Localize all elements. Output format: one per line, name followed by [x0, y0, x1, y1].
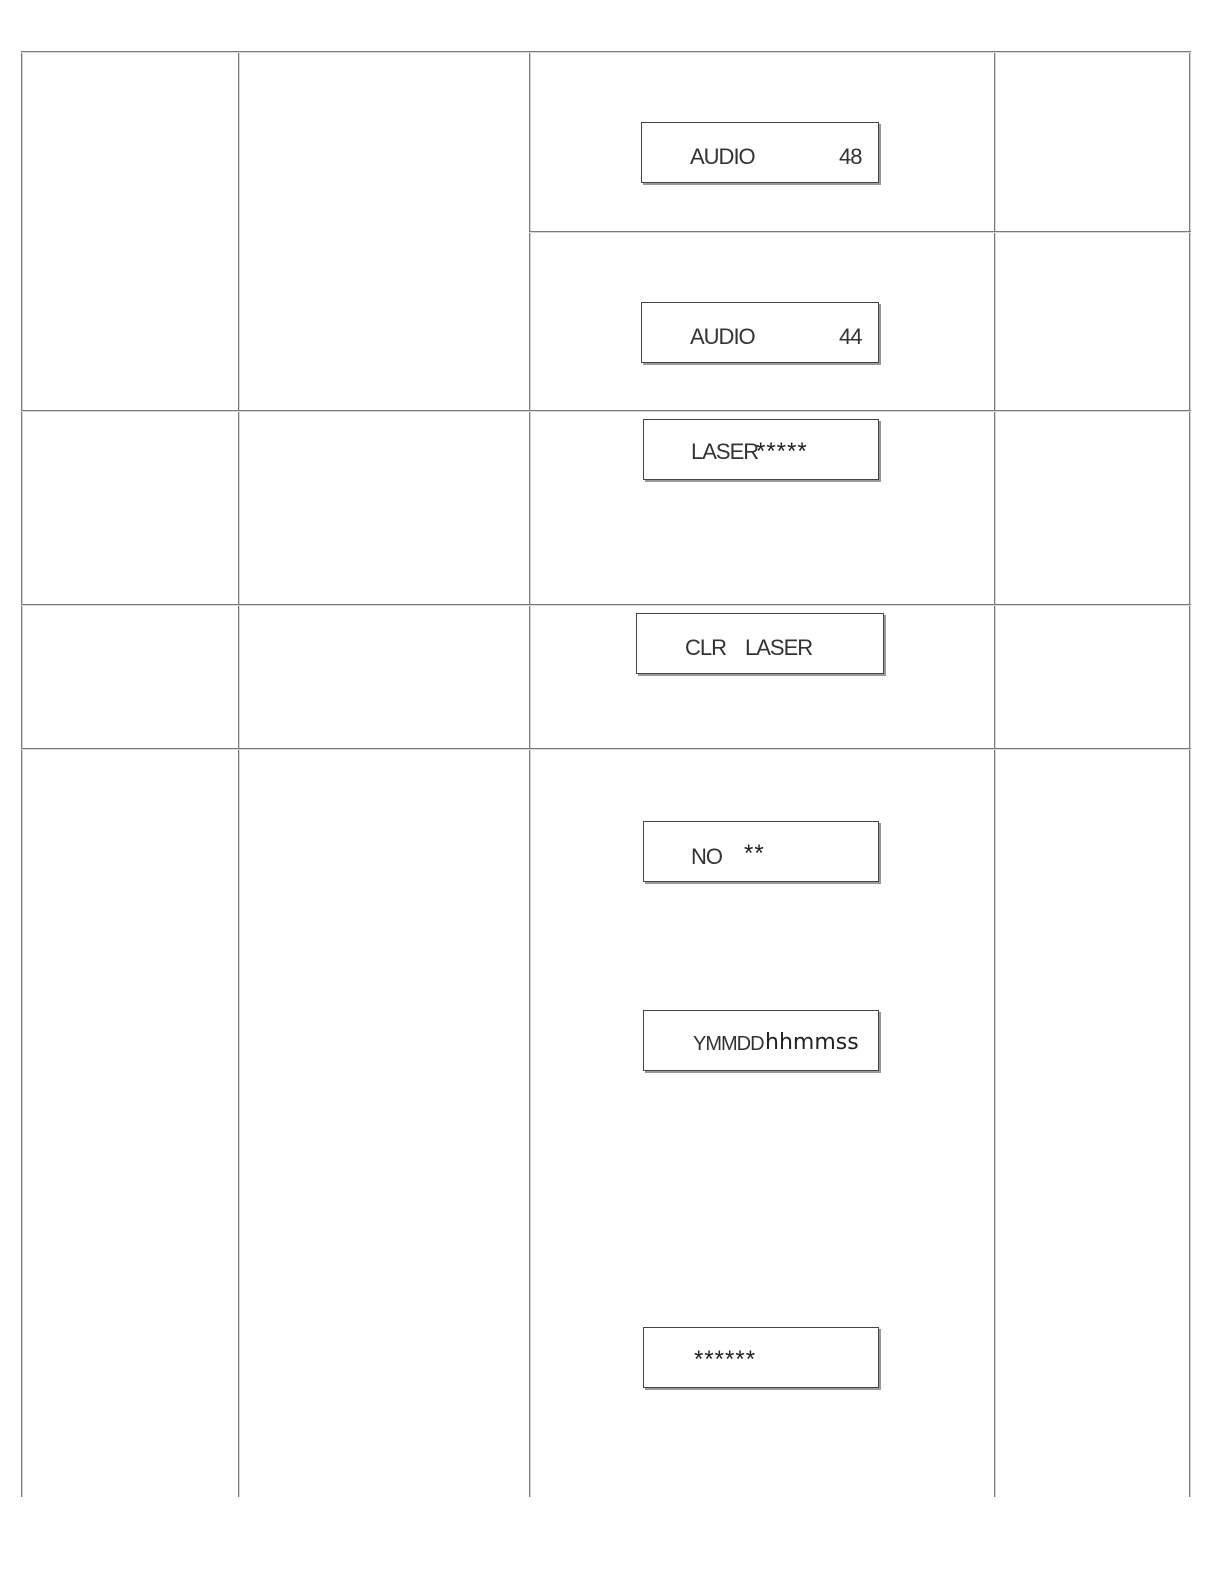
display-label: LASER: [691, 439, 759, 464]
column-divider-2: [529, 51, 531, 1497]
display-label: AUDIO: [690, 324, 755, 349]
column-divider-3: [994, 51, 996, 1497]
display-label-2: LASER: [745, 635, 813, 660]
display-value: 44: [839, 324, 862, 349]
row-divider-audio: [529, 231, 1191, 233]
display-stars: ******: [694, 1346, 757, 1373]
row-divider-2: [21, 604, 1191, 606]
table-border-right: [1189, 51, 1191, 1497]
display-no: [643, 821, 879, 882]
display-clr-laser: [636, 613, 884, 674]
display-stars: **: [744, 840, 765, 867]
display-stars: *****: [756, 438, 808, 465]
table-border-left: [21, 51, 23, 1497]
table-border-top: [21, 51, 1191, 53]
display-audio-48: [641, 122, 879, 183]
display-date-time: [643, 1010, 879, 1071]
column-divider-1: [238, 51, 240, 1497]
row-divider-3: [21, 748, 1191, 750]
display-label: NO: [691, 844, 722, 869]
display-audio-44: [641, 302, 879, 363]
display-label: AUDIO: [690, 144, 755, 169]
display-date-format: YMMDD: [693, 1033, 764, 1055]
display-time-format: hhmmss: [765, 1030, 859, 1055]
display-value: 48: [839, 144, 862, 169]
display-six-stars: [643, 1327, 879, 1388]
display-laser: [643, 419, 879, 480]
row-divider-1: [21, 410, 1191, 412]
display-label: CLR: [685, 635, 727, 660]
